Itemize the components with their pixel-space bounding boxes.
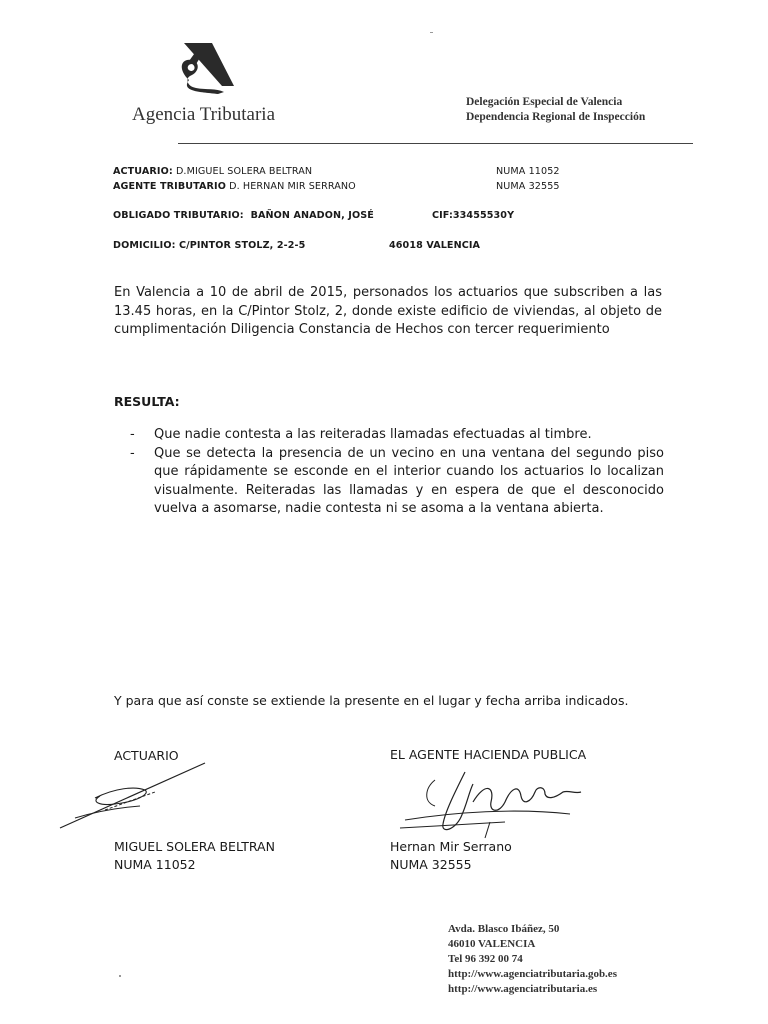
agente-numa: NUMA 32555 — [496, 181, 560, 192]
finding-text: Que se detecta la presencia de un vecino en una ventana del segundo piso que rápidamente se esconde en el interior cuando los actuarios lo localizan visualmente. Reiteradas las llamadas y en espera de que el desconocido vuelva a asomarse, nadie contesta ni se asoma a la ventana abierta. — [154, 445, 664, 516]
agency-name: Agencia Tributaria — [132, 104, 276, 125]
agente-name: D. HERNAN MIR SERRANO — [229, 181, 356, 192]
actuario-line — [113, 166, 312, 177]
signature-right-block — [390, 838, 512, 874]
header-rule — [178, 143, 693, 144]
office-block — [466, 95, 645, 125]
dash-bullet: - — [130, 427, 135, 442]
footer-city: 46010 VALENCIA — [448, 938, 536, 950]
agencia-tributaria-logo — [172, 40, 242, 96]
intro-paragraph: En Valencia a 10 de abril de 2015, personados los actuarios que subscriben a las 13.45 horas, en la C/Pintor Stolz, 2, donde existe edificio de viviendas, al objeto de cumplimentación Diligencia Constancia de Hechos con tercer requerimiento — [114, 285, 662, 337]
signature-left-title: ACTUARIO — [114, 748, 179, 763]
office-line-1: Delegación Especial de Valencia — [466, 96, 623, 108]
closing-statement: Y para que así conste se extiende la presente en el lugar y fecha arriba indicados. — [114, 693, 629, 708]
finding-item — [130, 426, 664, 445]
agente-label: AGENTE TRIBUTARIO — [113, 181, 226, 192]
agente-signer-name: Hernan Mir Serrano — [390, 839, 512, 854]
domicilio-address: C/PINTOR STOLZ, 2-2-5 — [178, 240, 306, 251]
actuario-numa: NUMA 11052 — [496, 166, 560, 177]
footer-address — [448, 922, 617, 997]
footer-phone: Tel 96 392 00 74 — [448, 953, 523, 965]
actuario-label: ACTUARIO: — [113, 166, 173, 177]
actuario-name: D.MIGUEL SOLERA BELTRAN — [175, 166, 313, 177]
finding-text: Que nadie contesta a las reiteradas llamadas efectuadas al timbre. — [154, 427, 592, 442]
footer-web-2: http://www.agenciatributaria.es — [448, 983, 598, 995]
obligado-label: OBLIGADO TRIBUTARIO: — [113, 210, 244, 221]
scan-speck — [119, 975, 121, 977]
finding-item — [130, 445, 664, 519]
actuario-signature — [55, 758, 215, 833]
scan-speck — [430, 32, 433, 33]
actuario-signer-numa: NUMA 11052 — [114, 857, 196, 872]
footer-street: Avda. Blasco Ibáñez, 50 — [448, 923, 560, 935]
obligado-name: BAÑON ANADON, JOSÉ — [250, 210, 374, 221]
postal-city: 46018 VALENCIA — [389, 240, 481, 251]
signature-right-title: EL AGENTE HACIENDA PUBLICA — [390, 747, 587, 762]
actuario-signer-name: MIGUEL SOLERA BELTRAN — [114, 839, 275, 854]
footer-web-1: http://www.agenciatributaria.gob.es — [448, 968, 617, 980]
obligado-line — [113, 210, 374, 221]
agente-signature — [395, 762, 595, 842]
domicilio-label: DOMICILIO: — [113, 240, 176, 251]
agente-line — [113, 181, 356, 192]
agente-signer-numa: NUMA 32555 — [390, 857, 472, 872]
resulta-heading: RESULTA: — [114, 394, 180, 409]
office-line-2: Dependencia Regional de Inspección — [466, 111, 646, 123]
domicilio-line — [113, 240, 305, 251]
signature-left-block — [114, 838, 275, 874]
dash-bullet: - — [130, 445, 135, 461]
findings-list — [130, 426, 664, 519]
cif-value: CIF:33455530Y — [432, 210, 515, 221]
